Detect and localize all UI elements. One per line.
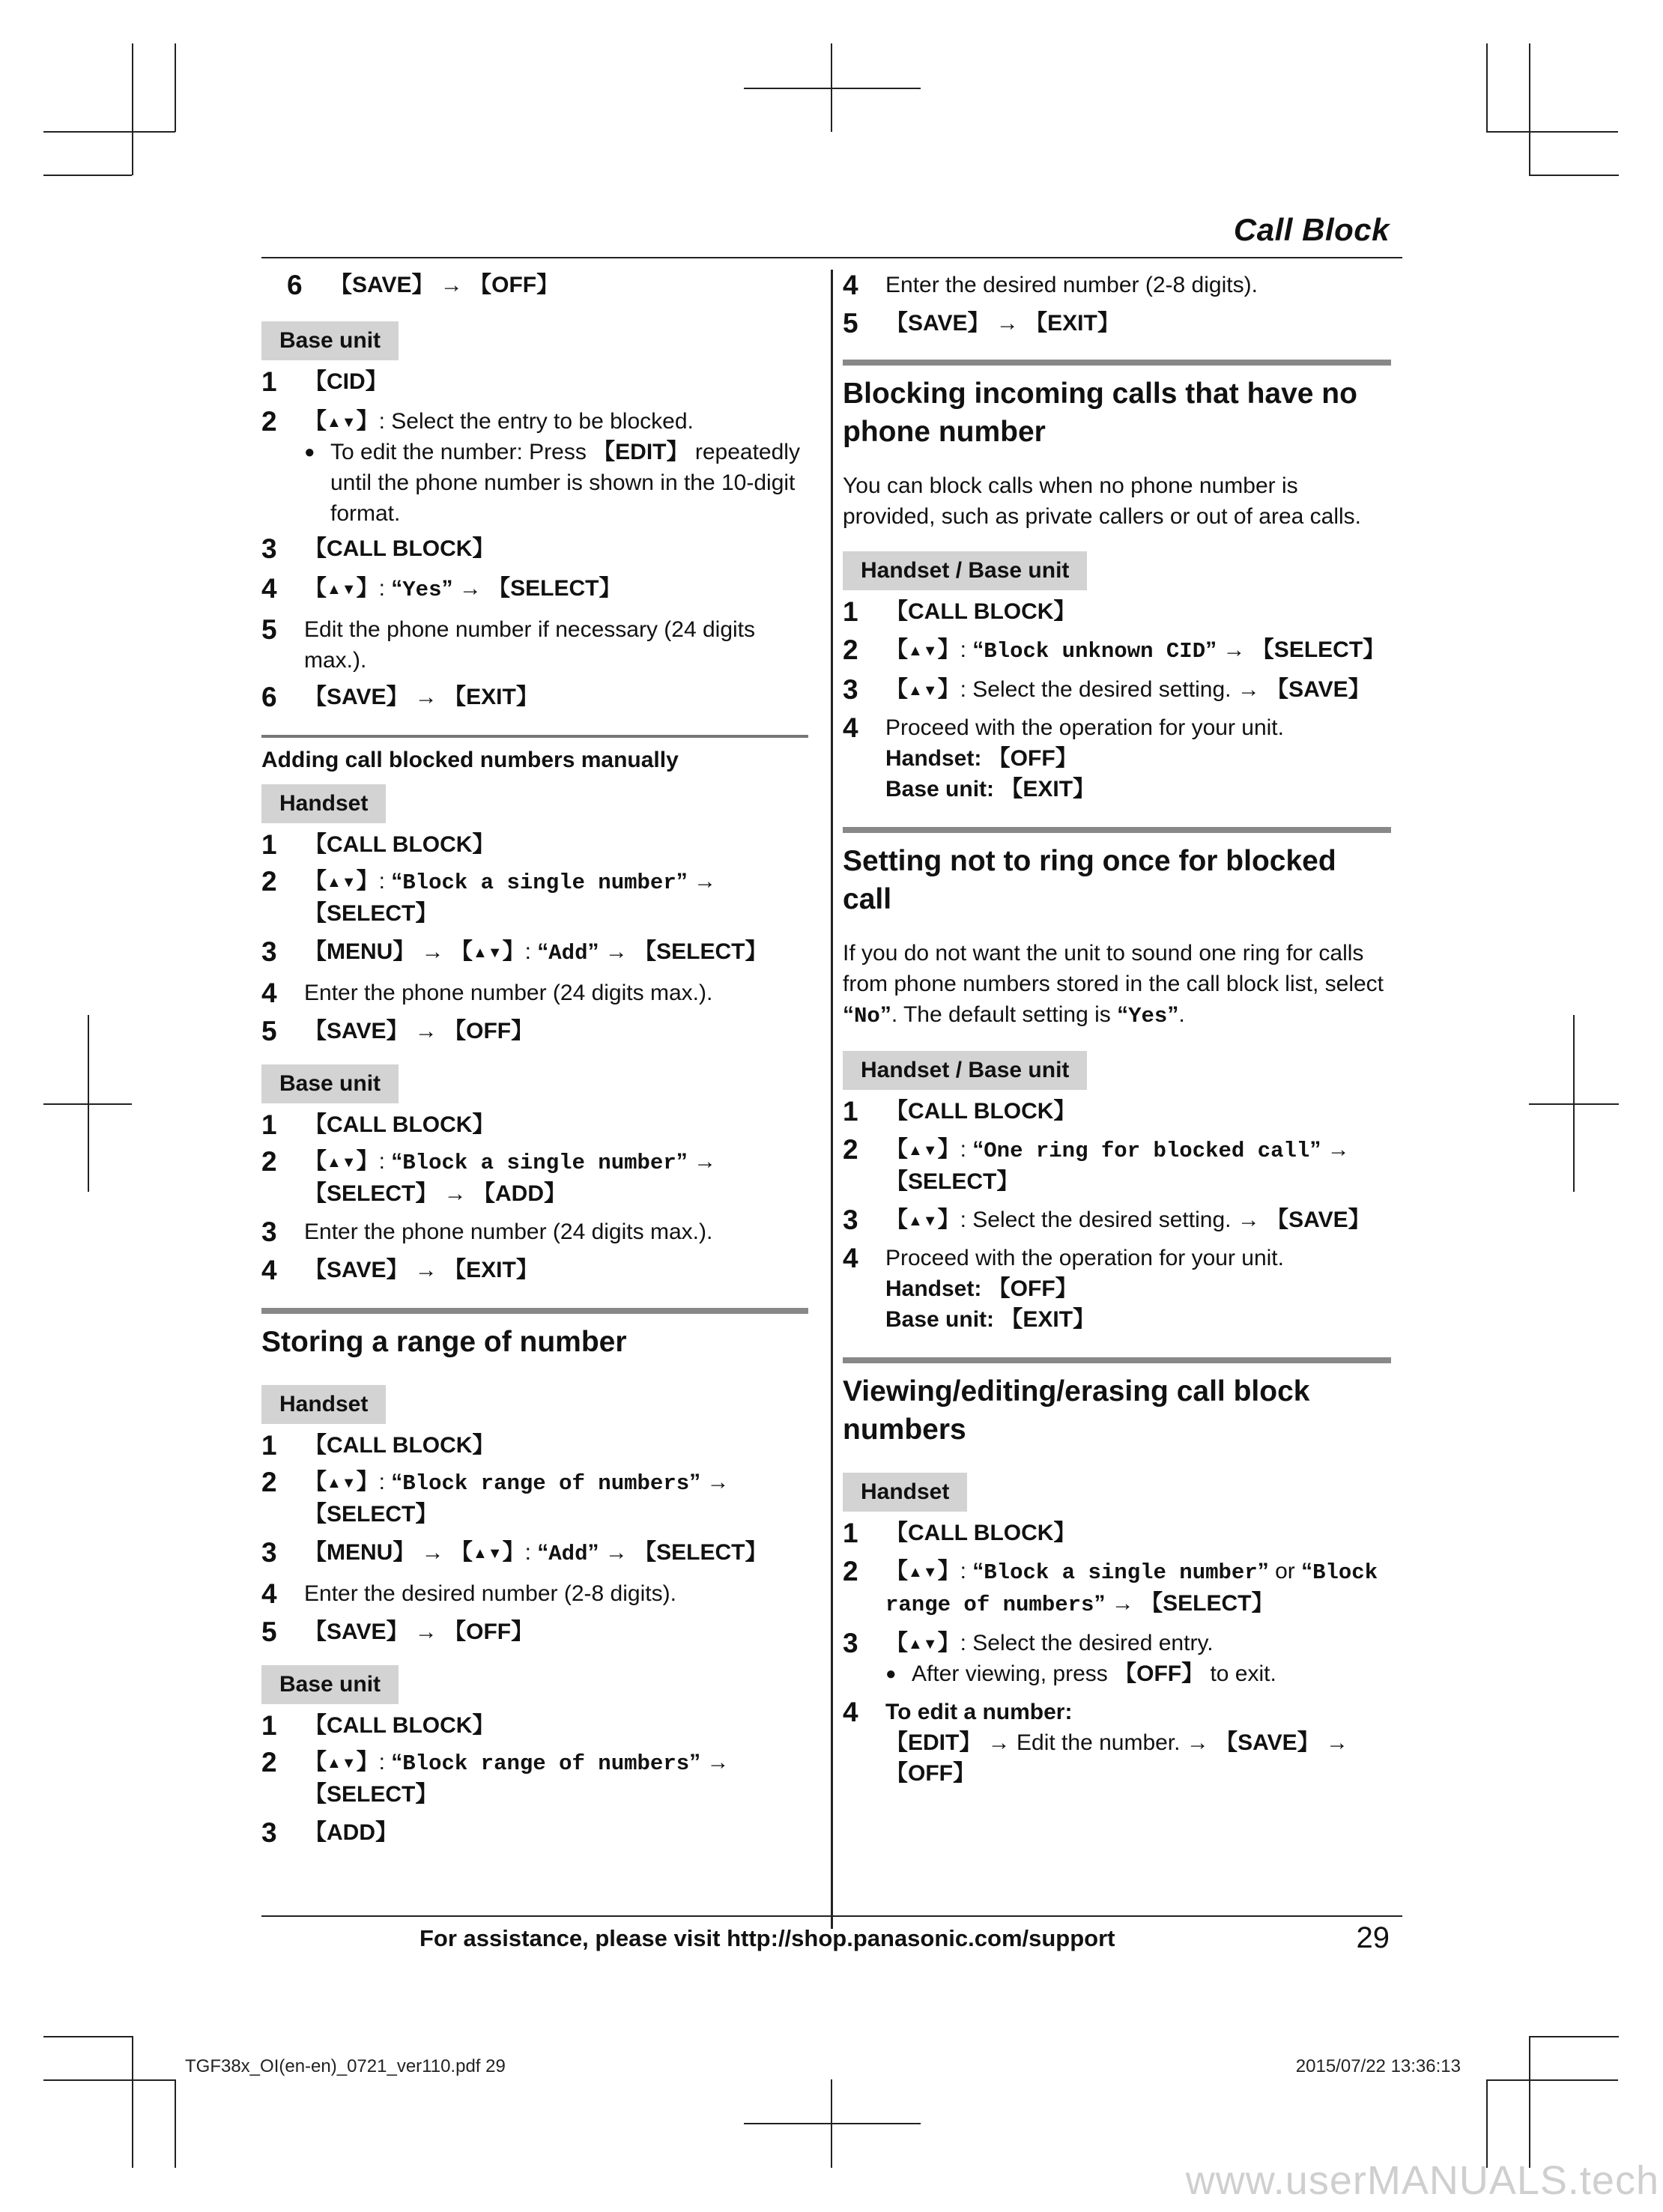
handset-badge: Handset — [843, 1473, 967, 1512]
crop-mark — [1529, 1103, 1619, 1105]
step — [843, 1518, 1391, 1548]
handset-base-badge: Handset / Base unit — [843, 1051, 1087, 1090]
step: 2 【▲▼】: “Block range of numbers” → 【SELECT】 — [261, 1467, 730, 1527]
right-column — [843, 270, 1391, 1789]
step: 2 【▲▼】: “Block a single number” → 【SELECT】 → 【ADD】 — [261, 1146, 717, 1206]
handset-base-badge: Handset / Base unit — [843, 551, 1087, 590]
print-slug-file: TGF38x_OI(en-en)_0721_ver110.pdf 29 — [185, 2056, 506, 2076]
step — [261, 366, 808, 397]
step-number: 1 — [261, 366, 277, 397]
menu-option: One ring for blocked call — [984, 1139, 1310, 1163]
step-text: → 【SELECT】 — [458, 576, 622, 601]
edit-key: 【EDIT】 — [885, 1730, 982, 1755]
step: 3 【MENU】 → 【▲▼】: “Add” → 【SELECT】 — [261, 936, 768, 967]
step-text: → 【SELECT】 — [1223, 637, 1386, 662]
step-text: 【SELECT】 — [304, 1502, 438, 1527]
save-key: → 【SAVE】 — [1237, 1207, 1371, 1232]
step — [261, 270, 808, 300]
crop-mark — [1486, 43, 1488, 132]
paragraph: You can block calls when no phone number is provided, such as private callers or out of area calls. — [843, 473, 1362, 529]
up-down-nav-icon: ▲▼ — [327, 1755, 357, 1772]
step — [843, 1243, 1391, 1335]
step-text: 【SELECT】 — [304, 901, 438, 926]
step-number: 5 — [261, 614, 277, 645]
step-number: 3 — [261, 533, 277, 564]
page-number: 29 — [1356, 1921, 1390, 1954]
footer-rule — [261, 1915, 1402, 1917]
step-number: 4 — [261, 1578, 277, 1609]
step-text: 【SAVE】 → 【EXIT】 — [885, 311, 1120, 336]
paragraph: If you do not want the unit to sound one ring for calls from phone numbers stored in the call block list, select “No”. The default setting is “Yes”. — [843, 941, 1384, 1028]
handset-instruction: Handset: 【OFF】 — [885, 1276, 1078, 1301]
crop-mark — [43, 131, 175, 133]
menu-option: Block unknown CID — [984, 639, 1206, 664]
step-number: 1 — [261, 1710, 277, 1741]
menu-option: Block — [1312, 1560, 1378, 1585]
crop-mark — [744, 2123, 921, 2124]
crop-mark — [132, 43, 133, 175]
step — [261, 1710, 808, 1741]
arrow: → — [694, 869, 717, 894]
step-text: Enter the phone number (24 digits max.). — [304, 981, 713, 1005]
bullet-dot-icon: ● — [885, 1664, 897, 1684]
step-number: 2 — [261, 1467, 277, 1497]
step — [261, 1430, 808, 1461]
step-number: 1 — [843, 596, 858, 627]
step: 3 【MENU】 → 【▲▼】: “Add” → 【SELECT】 — [261, 1537, 768, 1568]
section-title: Viewing/editing/erasing call block numbers — [843, 1357, 1391, 1449]
base-instruction: Base unit: 【EXIT】 — [885, 1307, 1096, 1332]
step-text: Enter the desired number (2-8 digits). — [885, 273, 1258, 297]
up-down-nav-icon: ▲▼ — [473, 945, 503, 961]
crop-mark — [1486, 131, 1618, 133]
save-key: → 【SAVE】 — [1237, 677, 1371, 702]
step-text: → 【SELECT】 — [1111, 1591, 1274, 1616]
bracket: 【 — [304, 409, 327, 434]
up-down-nav-icon: ▲▼ — [327, 414, 357, 431]
step-text: 【CALL BLOCK】 — [885, 1521, 1076, 1545]
step-text: 【CALL BLOCK】 — [304, 832, 495, 857]
step — [261, 1616, 808, 1647]
step-text: Edit the phone number if necessary (24 digits max.). — [304, 617, 756, 673]
step: 2 【▲▼】: “Block a single number” → 【SELECT】 — [261, 866, 717, 926]
up-down-nav-icon: ▲▼ — [908, 1564, 938, 1581]
up-down-nav-icon: ▲▼ — [473, 1545, 503, 1562]
crop-mark — [43, 1103, 132, 1105]
step: 3 【▲▼】: Select the desired entry. ● After viewing, press 【OFF】 to exit. — [843, 1628, 1391, 1689]
menu-option: range of numbers — [885, 1593, 1094, 1617]
section-title: Blocking incoming calls that have no phone number — [843, 360, 1391, 451]
menu-option: Block range of numbers — [402, 1471, 690, 1496]
step-text: → 【SELECT】 — [605, 939, 768, 964]
step — [843, 1697, 1391, 1789]
step-number: 5 — [261, 1616, 277, 1647]
step-text: : Select the desired setting. — [960, 677, 1238, 702]
up-down-nav-icon: ▲▼ — [908, 682, 938, 699]
step-text: 【SAVE】 → 【OFF】 — [330, 273, 560, 297]
bracket: 】 — [356, 409, 379, 434]
step: 2 【▲▼】: “One ring for blocked call” → 【SELECT】 — [843, 1134, 1350, 1194]
menu-option: Add — [548, 941, 588, 966]
step — [261, 1255, 808, 1285]
section-title: Storing a range of number — [261, 1308, 808, 1361]
step — [261, 533, 808, 564]
step-text: 【CID】 — [304, 369, 388, 394]
step-text: 【SAVE】 → 【EXIT】 — [304, 685, 539, 709]
crop-mark — [1529, 175, 1619, 176]
base-unit-badge: Base unit — [261, 1064, 399, 1103]
menu-option: Block range of numbers — [402, 1751, 690, 1776]
edit-key: 【EDIT】 — [593, 440, 689, 464]
crop-mark — [43, 175, 132, 176]
off-key: 【OFF】 — [1114, 1661, 1205, 1686]
step-number: 2 — [843, 1556, 858, 1587]
step-number: 5 — [843, 308, 858, 339]
print-slug-date: 2015/07/22 13:36:13 — [1295, 2056, 1461, 2076]
step-number: 3 — [843, 1205, 858, 1235]
arrow: → — [706, 1750, 730, 1775]
base-instruction: Base unit: 【EXIT】 — [885, 777, 1096, 802]
menu-option: Add — [548, 1542, 588, 1566]
crop-mark — [175, 2079, 176, 2168]
arrow: → — [694, 1149, 717, 1174]
step — [261, 1216, 808, 1247]
step-text: : Select the desired setting. — [960, 1207, 1238, 1232]
step-text: 【SELECT】 — [304, 1782, 438, 1807]
step-text: 【MENU】 → 【 — [304, 939, 473, 964]
step-text: 【CALL BLOCK】 — [304, 1433, 495, 1458]
step-text: 【CALL BLOCK】 — [304, 536, 495, 561]
section-title: Setting not to ring once for blocked call — [843, 827, 1391, 918]
crop-mark — [1486, 2079, 1618, 2081]
step — [261, 614, 808, 676]
base-unit-badge: Base unit — [261, 321, 399, 360]
step-heading: To edit a number: — [885, 1700, 1073, 1724]
step-number: 4 — [843, 712, 858, 743]
arrow: → — [1327, 1137, 1350, 1162]
step-number: 3 — [261, 1817, 277, 1848]
step — [261, 1578, 808, 1609]
bullet-text: To edit the number: Press — [330, 440, 593, 464]
step: 2 【▲▼】: “Block range of numbers” → 【SELECT】 — [261, 1747, 730, 1807]
crop-mark — [43, 2079, 175, 2081]
up-down-nav-icon: ▲▼ — [327, 1475, 357, 1491]
step-number: 2 — [843, 634, 858, 665]
step: 2 【▲▼】: “Block unknown CID” → 【SELECT】 — [843, 634, 1386, 665]
crop-mark — [1529, 2036, 1530, 2168]
step-number: 3 — [261, 1537, 277, 1568]
step — [261, 406, 808, 529]
step — [261, 682, 808, 712]
off-key: 【OFF】 — [885, 1761, 975, 1786]
crop-mark — [1529, 43, 1530, 175]
bullet-text: repeatedly until the phone number is shown in the 10-digit format. — [330, 440, 800, 526]
step-number: 1 — [843, 1518, 858, 1548]
step-text: → Edit the number. — [981, 1730, 1187, 1755]
crop-mark — [1529, 2036, 1619, 2037]
step-number: 4 — [261, 978, 277, 1008]
bullet: ● After viewing, press 【OFF】 to exit. — [885, 1658, 1391, 1689]
crop-mark — [744, 88, 921, 89]
step-text: 【CALL BLOCK】 — [885, 599, 1076, 624]
handset-badge: Handset — [261, 784, 386, 823]
page-title: Call Block — [1233, 212, 1390, 247]
step-text: : Select the entry to be blocked. — [378, 409, 694, 434]
step-text: Proceed with the operation for your unit. — [885, 1246, 1284, 1270]
step-text: 【CALL BLOCK】 — [885, 1099, 1076, 1124]
menu-option: Block a single number — [402, 870, 676, 895]
step-number: 6 — [287, 270, 303, 300]
step-number: 2 — [261, 1146, 277, 1177]
left-column — [261, 270, 808, 1848]
step — [843, 308, 1391, 339]
step-text: 【CALL BLOCK】 — [304, 1112, 495, 1137]
step-number: 1 — [261, 1430, 277, 1461]
crop-mark — [175, 43, 176, 132]
step-number: 1 — [843, 1096, 858, 1127]
step — [843, 1096, 1391, 1127]
step — [261, 978, 808, 1008]
step-number: 1 — [261, 829, 277, 860]
base-unit-badge: Base unit — [261, 1665, 399, 1704]
step-text: 【SELECT】 → 【ADD】 — [304, 1181, 567, 1206]
up-down-nav-icon: ▲▼ — [908, 1142, 938, 1159]
step — [843, 596, 1391, 627]
step — [843, 270, 1391, 300]
bullet — [304, 437, 808, 529]
step-text: 【SAVE】 → 【OFF】 — [304, 1019, 534, 1043]
step-text: → 【SELECT】 — [605, 1540, 768, 1565]
step — [261, 1817, 808, 1848]
footer-assistance: For assistance, please visit http://shop.panasonic.com/support — [419, 1925, 1115, 1951]
menu-option: Yes — [402, 578, 442, 602]
step-number: 6 — [261, 682, 277, 712]
menu-option: Block a single number — [984, 1560, 1258, 1585]
up-down-nav-icon: ▲▼ — [327, 581, 357, 598]
step: 4 【▲▼】: “Yes” → 【SELECT】 — [261, 573, 622, 604]
watermark: www.userMANUALS.tech — [1185, 2158, 1659, 2203]
save-key: → 【SAVE】 → — [1186, 1730, 1348, 1755]
step-number: 4 — [843, 1697, 858, 1727]
step-text: 【ADD】 — [304, 1820, 398, 1845]
handset-badge: Handset — [261, 1385, 386, 1424]
step — [261, 1016, 808, 1046]
step-number: 2 — [261, 406, 277, 437]
crop-mark — [43, 2036, 132, 2037]
step-text: 【MENU】 → 【 — [304, 1540, 473, 1565]
menu-option: Block a single number — [402, 1151, 676, 1175]
up-down-nav-icon: ▲▼ — [908, 1213, 938, 1229]
subsection-heading: Adding call blocked numbers manually — [261, 735, 808, 775]
step-number: 3 — [261, 1216, 277, 1247]
step-text: : Select the desired entry. — [960, 1631, 1214, 1655]
step: 3 【▲▼】: Select the desired setting. → 【SAVE】 — [843, 1205, 1371, 1235]
step-number: 4 — [843, 1243, 858, 1273]
step-number: 2 — [261, 866, 277, 897]
step-text: Enter the phone number (24 digits max.). — [304, 1219, 713, 1244]
step — [261, 829, 808, 860]
bullet-dot-icon: ● — [304, 442, 315, 462]
crop-mark — [132, 2036, 133, 2168]
step-text: 【CALL BLOCK】 — [304, 1713, 495, 1738]
step-number: 4 — [261, 1255, 277, 1285]
step-text: Enter the desired number (2-8 digits). — [304, 1581, 676, 1606]
step — [261, 1109, 808, 1140]
up-down-nav-icon: ▲▼ — [908, 1636, 938, 1652]
step-number: 5 — [261, 1016, 277, 1046]
arrow: → — [706, 1470, 730, 1494]
up-down-nav-icon: ▲▼ — [327, 1154, 357, 1171]
step: 2 【▲▼】: “Block a single number” or “Block range of numbers” → 【SELECT】 — [843, 1556, 1378, 1617]
crop-mark — [1486, 2079, 1488, 2168]
step: 3 【▲▼】: Select the desired setting. → 【SAVE】 — [843, 674, 1371, 705]
step-number: 3 — [261, 936, 277, 967]
step-number: 4 — [843, 270, 858, 300]
up-down-nav-icon: ▲▼ — [327, 874, 357, 891]
step-number: 2 — [261, 1747, 277, 1778]
step-text: Proceed with the operation for your unit. — [885, 715, 1284, 740]
step-text: 【SELECT】 — [885, 1169, 1020, 1194]
step-number: 3 — [843, 1628, 858, 1658]
step-number: 3 — [843, 674, 858, 705]
step-number: 1 — [261, 1109, 277, 1140]
handset-instruction: Handset: 【OFF】 — [885, 746, 1078, 771]
column-divider — [831, 270, 833, 1929]
step — [843, 712, 1391, 804]
header-rule — [261, 257, 1402, 258]
up-down-nav-icon: ▲▼ — [908, 643, 938, 659]
step-number: 2 — [843, 1134, 858, 1165]
step-text: 【SAVE】 → 【OFF】 — [304, 1619, 534, 1644]
step-text: 【SAVE】 → 【EXIT】 — [304, 1258, 539, 1282]
step-number: 4 — [261, 573, 277, 604]
